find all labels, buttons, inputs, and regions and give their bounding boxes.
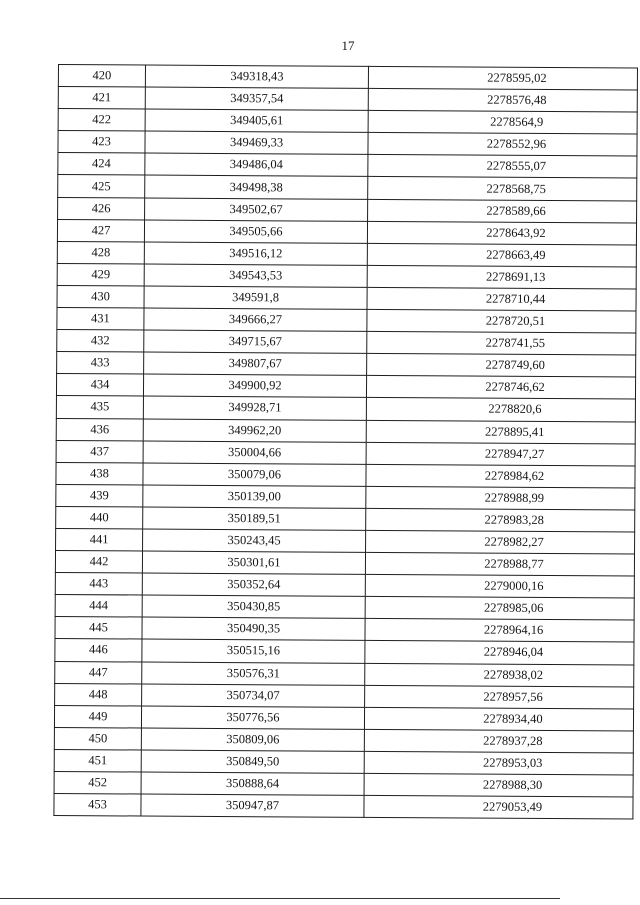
x-coordinate-cell: 350576,31 bbox=[142, 662, 365, 685]
point-number-cell: 444 bbox=[55, 595, 142, 618]
coordinates-table-wrapper bbox=[53, 64, 606, 820]
x-coordinate-cell: 350490,35 bbox=[142, 617, 365, 640]
y-coordinate-cell: 2278988,99 bbox=[366, 486, 635, 510]
point-number-cell: 453 bbox=[54, 794, 141, 817]
y-coordinate-cell: 2278982,27 bbox=[366, 530, 635, 554]
x-coordinate-cell: 349498,38 bbox=[145, 176, 368, 199]
x-coordinate-cell: 350734,07 bbox=[142, 684, 365, 707]
x-coordinate-cell: 349405,61 bbox=[145, 109, 368, 132]
y-coordinate-cell: 2278895,41 bbox=[366, 420, 635, 444]
x-coordinate-cell: 350849,50 bbox=[141, 750, 364, 773]
y-coordinate-cell: 2278820,6 bbox=[366, 398, 635, 422]
point-number-cell: 446 bbox=[55, 639, 142, 662]
y-coordinate-cell: 2278643,92 bbox=[367, 221, 636, 245]
point-number-cell: 423 bbox=[58, 131, 145, 154]
y-coordinate-cell: 2278720,51 bbox=[367, 309, 636, 333]
y-coordinate-cell: 2278957,56 bbox=[365, 685, 634, 709]
point-number-cell: 447 bbox=[55, 661, 142, 684]
y-coordinate-cell: 2278552,96 bbox=[368, 133, 637, 157]
y-coordinate-cell: 2278555,07 bbox=[368, 155, 637, 179]
point-number-cell: 439 bbox=[56, 484, 143, 507]
x-coordinate-cell: 350243,45 bbox=[143, 529, 366, 552]
y-coordinate-cell: 2278988,77 bbox=[365, 552, 634, 576]
x-coordinate-cell: 350809,06 bbox=[141, 728, 364, 751]
x-coordinate-cell: 350301,61 bbox=[142, 551, 365, 574]
coordinates-table-body bbox=[54, 65, 638, 820]
y-coordinate-cell: 2278984,62 bbox=[366, 464, 635, 488]
x-coordinate-cell: 350430,85 bbox=[142, 595, 365, 618]
page-number bbox=[28, 38, 640, 54]
y-coordinate-cell: 2278946,04 bbox=[365, 641, 634, 665]
point-number-cell: 438 bbox=[56, 462, 143, 485]
x-coordinate-cell: 349502,67 bbox=[145, 198, 368, 221]
x-coordinate-cell: 349666,27 bbox=[144, 308, 367, 331]
x-coordinate-cell: 349591,8 bbox=[144, 286, 367, 309]
point-number-cell: 426 bbox=[58, 197, 145, 220]
y-coordinate-cell: 2278964,16 bbox=[365, 619, 634, 643]
x-coordinate-cell: 350189,51 bbox=[143, 507, 366, 530]
x-coordinate-cell: 349318,43 bbox=[145, 65, 368, 88]
x-coordinate-cell: 350139,00 bbox=[143, 485, 366, 508]
y-coordinate-cell: 2278749,60 bbox=[367, 354, 636, 378]
x-coordinate-cell: 349469,33 bbox=[145, 131, 368, 154]
point-number-cell: 437 bbox=[56, 440, 143, 463]
x-coordinate-cell: 349928,71 bbox=[143, 396, 366, 419]
x-coordinate-cell: 349807,67 bbox=[144, 352, 367, 375]
y-coordinate-cell: 2278934,40 bbox=[364, 707, 633, 731]
point-number-cell: 424 bbox=[58, 153, 145, 176]
point-number-cell: 435 bbox=[56, 396, 143, 419]
point-number-cell: 434 bbox=[56, 374, 143, 397]
y-coordinate-cell: 2278937,28 bbox=[364, 729, 633, 753]
y-coordinate-cell: 2278595,02 bbox=[368, 66, 637, 90]
y-coordinate-cell: 2279000,16 bbox=[365, 575, 634, 599]
point-number-cell: 449 bbox=[54, 705, 141, 728]
x-coordinate-cell: 349715,67 bbox=[144, 330, 367, 353]
y-coordinate-cell: 2278746,62 bbox=[366, 376, 635, 400]
point-number-cell: 432 bbox=[57, 330, 144, 353]
point-number-cell: 431 bbox=[57, 308, 144, 331]
x-coordinate-cell: 350947,87 bbox=[141, 794, 364, 817]
y-coordinate-cell: 2279053,49 bbox=[364, 795, 633, 819]
point-number-cell: 429 bbox=[57, 263, 144, 286]
point-number-cell: 420 bbox=[58, 65, 145, 88]
coordinates-table bbox=[53, 64, 638, 820]
point-number-cell: 421 bbox=[58, 87, 145, 110]
point-number-cell: 451 bbox=[54, 749, 141, 772]
x-coordinate-cell: 349962,20 bbox=[143, 419, 366, 442]
y-coordinate-cell: 2278985,06 bbox=[365, 597, 634, 621]
x-coordinate-cell: 349486,04 bbox=[145, 153, 368, 176]
table-row bbox=[54, 794, 633, 820]
y-coordinate-cell: 2278589,66 bbox=[368, 199, 637, 223]
y-coordinate-cell: 2278710,44 bbox=[367, 287, 636, 311]
y-coordinate-cell: 2278568,75 bbox=[368, 177, 637, 201]
point-number-cell: 441 bbox=[56, 528, 143, 551]
point-number-cell: 442 bbox=[55, 551, 142, 574]
x-coordinate-cell: 349900,92 bbox=[143, 374, 366, 397]
point-number-cell: 436 bbox=[56, 418, 143, 441]
y-coordinate-cell: 2278988,30 bbox=[364, 773, 633, 797]
page-number-text: 17 bbox=[341, 38, 355, 53]
point-number-cell: 422 bbox=[58, 109, 145, 132]
y-coordinate-cell: 2278983,28 bbox=[366, 508, 635, 532]
x-coordinate-cell: 350515,16 bbox=[142, 639, 365, 662]
point-number-cell: 445 bbox=[55, 617, 142, 640]
point-number-cell: 443 bbox=[55, 573, 142, 596]
point-number-cell: 425 bbox=[58, 175, 145, 198]
point-number-cell: 428 bbox=[57, 241, 144, 264]
y-coordinate-cell: 2278947,27 bbox=[366, 442, 635, 466]
point-number-cell: 452 bbox=[54, 771, 141, 794]
page-bottom-rule bbox=[0, 898, 560, 899]
point-number-cell: 440 bbox=[56, 506, 143, 529]
x-coordinate-cell: 349543,53 bbox=[144, 264, 367, 287]
y-coordinate-cell: 2278691,13 bbox=[367, 265, 636, 289]
y-coordinate-cell: 2278741,55 bbox=[367, 332, 636, 356]
x-coordinate-cell: 350352,64 bbox=[142, 573, 365, 596]
y-coordinate-cell: 2278564,9 bbox=[368, 111, 637, 135]
x-coordinate-cell: 349505,66 bbox=[144, 220, 367, 243]
x-coordinate-cell: 349357,54 bbox=[145, 87, 368, 110]
x-coordinate-cell: 350776,56 bbox=[141, 706, 364, 729]
point-number-cell: 448 bbox=[55, 683, 142, 706]
y-coordinate-cell: 2278953,03 bbox=[364, 751, 633, 775]
x-coordinate-cell: 350888,64 bbox=[141, 772, 364, 795]
x-coordinate-cell: 349516,12 bbox=[144, 242, 367, 265]
y-coordinate-cell: 2278663,49 bbox=[367, 243, 636, 267]
y-coordinate-cell: 2278576,48 bbox=[368, 88, 637, 112]
point-number-cell: 427 bbox=[57, 219, 144, 242]
point-number-cell: 433 bbox=[57, 352, 144, 375]
point-number-cell: 450 bbox=[54, 727, 141, 750]
x-coordinate-cell: 350004,66 bbox=[143, 441, 366, 464]
point-number-cell: 430 bbox=[57, 285, 144, 308]
x-coordinate-cell: 350079,06 bbox=[143, 463, 366, 486]
y-coordinate-cell: 2278938,02 bbox=[365, 663, 634, 687]
